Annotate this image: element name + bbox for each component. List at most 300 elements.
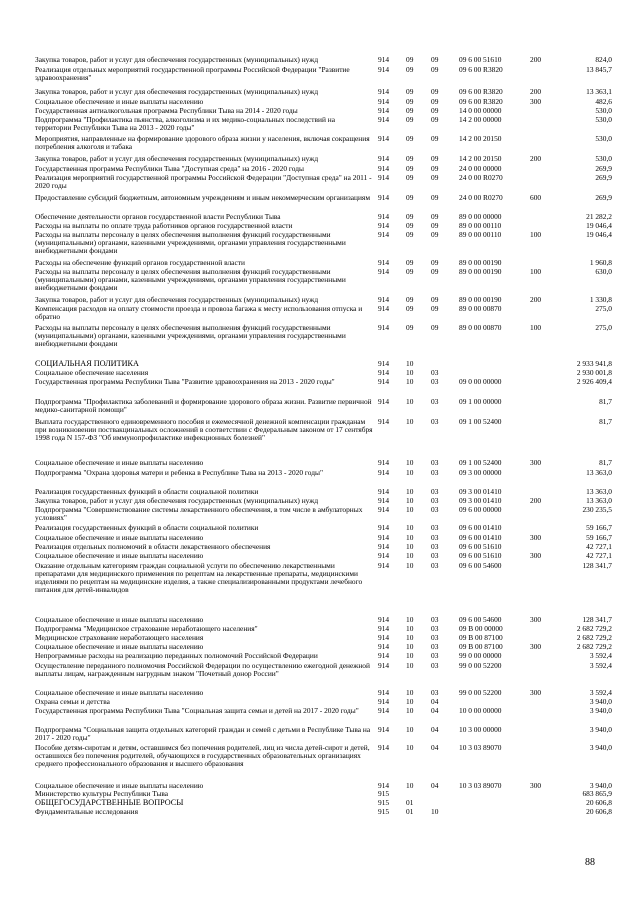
cell-rz: 10 bbox=[406, 377, 414, 386]
cell-sum: 3 592,4 bbox=[589, 651, 612, 660]
cell-cs: 89 0 00 00110 bbox=[459, 221, 502, 230]
cell-pr: 09 bbox=[431, 230, 439, 239]
cell-rz: 09 bbox=[406, 65, 414, 74]
cell-cs: 09 6 00 54600 bbox=[459, 615, 502, 624]
cell-rz: 10 bbox=[406, 397, 414, 406]
cell-rz: 10 bbox=[406, 468, 414, 477]
cell-rz: 09 bbox=[406, 115, 414, 124]
cell-sum: 3 940,0 bbox=[589, 725, 612, 734]
cell-rz: 09 bbox=[406, 221, 414, 230]
cell-vr: 200 bbox=[530, 55, 542, 64]
cell-pr: 04 bbox=[431, 697, 439, 706]
cell-adm: 914 bbox=[378, 134, 390, 143]
cell-name: Расходы на обеспечение функций органов государственной власти bbox=[35, 258, 245, 267]
cell-sum: 3 592,4 bbox=[589, 688, 612, 697]
cell-adm: 914 bbox=[378, 688, 390, 697]
cell-rz: 01 bbox=[406, 798, 414, 807]
cell-cs: 14 2 00 20150 bbox=[459, 154, 502, 163]
cell-pr: 03 bbox=[431, 551, 439, 560]
cell-name: Выплата государственного единовременного пособия и ежемесячной денежной компенсации гражданам при возникновении поствакцинальных осложнений в соответствии с Федеральным законом от 17 сентября 1998 года N 157-ФЗ "Об иммунопрофилактике инфекционных болезней" bbox=[35, 417, 373, 443]
cell-rz: 10 bbox=[406, 542, 414, 551]
cell-pr: 09 bbox=[431, 164, 439, 173]
cell-pr: 09 bbox=[431, 154, 439, 163]
cell-name: Социальное обеспечение и иные выплаты населению bbox=[35, 458, 204, 467]
cell-sum: 824,0 bbox=[595, 55, 612, 64]
cell-name: Подпрограмма "Охрана здоровья матери и ребенка в Республике Тыва на 2013 - 2020 годы" bbox=[35, 468, 323, 477]
cell-pr: 04 bbox=[431, 725, 439, 734]
cell-sum: 13 363,0 bbox=[586, 487, 612, 496]
cell-cs: 99 0 00 52200 bbox=[459, 661, 502, 670]
cell-sum: 275,0 bbox=[595, 323, 612, 332]
cell-cs: 09 6 00 51610 bbox=[459, 55, 502, 64]
cell-name: Расходы на выплаты персоналу в целях обеспечения выполнения функций государственными (муниципальными) органами, казенными учреждениями, органами управления государственными внебюджетными фондами bbox=[35, 230, 346, 256]
cell-name: Фундаментальные исследования bbox=[35, 807, 139, 816]
cell-rz: 10 bbox=[406, 458, 414, 467]
cell-sum: 683 865,9 bbox=[582, 789, 612, 798]
cell-pr: 03 bbox=[431, 368, 439, 377]
cell-pr: 09 bbox=[431, 212, 439, 221]
cell-cs: 89 0 00 00190 bbox=[459, 258, 502, 267]
cell-rz: 09 bbox=[406, 212, 414, 221]
cell-adm: 914 bbox=[378, 164, 390, 173]
cell-adm: 914 bbox=[378, 212, 390, 221]
cell-cs: 09 6 00 01410 bbox=[459, 533, 502, 542]
cell-cs: 09 0 00 00000 bbox=[459, 377, 502, 386]
cell-sum: 3 592,4 bbox=[589, 661, 612, 670]
cell-pr: 09 bbox=[431, 55, 439, 64]
cell-sum: 269,9 bbox=[595, 164, 612, 173]
cell-adm: 914 bbox=[378, 542, 390, 551]
cell-pr: 04 bbox=[431, 781, 439, 790]
cell-rz: 10 bbox=[406, 496, 414, 505]
cell-rz: 09 bbox=[406, 267, 414, 276]
cell-rz: 10 bbox=[406, 688, 414, 697]
cell-vr: 100 bbox=[530, 230, 542, 239]
cell-name: Реализация мероприятий государственной программы Российской Федерации "Доступная среда" на 2011 - 2020 годы bbox=[35, 173, 372, 191]
cell-sum: 19 046,4 bbox=[586, 221, 612, 230]
cell-adm: 914 bbox=[378, 458, 390, 467]
cell-sum: 630,0 bbox=[595, 267, 612, 276]
cell-rz: 09 bbox=[406, 134, 414, 143]
cell-sum: 59 166,7 bbox=[586, 533, 612, 542]
cell-cs: 09 6 00 R3820 bbox=[459, 87, 503, 96]
cell-rz: 09 bbox=[406, 230, 414, 239]
cell-name: Реализация государственных функций в области социальной политики bbox=[35, 523, 259, 532]
cell-sum: 13 363,0 bbox=[586, 496, 612, 505]
cell-rz: 10 bbox=[406, 781, 414, 790]
cell-rz: 10 bbox=[406, 651, 414, 660]
cell-adm: 914 bbox=[378, 106, 390, 115]
cell-rz: 09 bbox=[406, 164, 414, 173]
cell-rz: 10 bbox=[406, 487, 414, 496]
cell-cs: 09 6 00 01410 bbox=[459, 523, 502, 532]
cell-sum: 81,7 bbox=[599, 458, 612, 467]
cell-adm: 914 bbox=[378, 377, 390, 386]
cell-name: Социальное обеспечение и иные выплаты населению bbox=[35, 688, 204, 697]
cell-pr: 04 bbox=[431, 706, 439, 715]
cell-name: Оказание отдельным категориям граждан социальной услуги по обеспечению лекарственными препаратами для медицинского применения по рецептам на лекарственные препараты, медицинскими изделиями по рецептам на медицинские изделия, а также специализированными продуктами лечебного питания для детей-инвалидов bbox=[35, 561, 363, 595]
cell-cs: 24 0 00 R0270 bbox=[459, 193, 503, 202]
cell-vr: 300 bbox=[530, 781, 542, 790]
cell-name: Медицинское страхование неработающего населения bbox=[35, 633, 204, 642]
cell-rz: 09 bbox=[406, 154, 414, 163]
cell-rz: 09 bbox=[406, 193, 414, 202]
cell-sum: 1 330,8 bbox=[589, 295, 612, 304]
cell-rz: 10 bbox=[406, 697, 414, 706]
cell-pr: 09 bbox=[431, 97, 439, 106]
cell-pr: 09 bbox=[431, 304, 439, 313]
cell-sum: 20 606,8 bbox=[586, 807, 612, 816]
cell-sum: 20 606,8 bbox=[586, 798, 612, 807]
cell-rz: 10 bbox=[406, 368, 414, 377]
cell-pr: 03 bbox=[431, 661, 439, 670]
cell-adm: 914 bbox=[378, 642, 390, 651]
cell-name: Осуществление переданного полномочия Российской Федерации по осуществлению ежегодной денежной выплаты лицам, награжденным нагрудным знаком "Почетный донор России" bbox=[35, 661, 370, 679]
cell-name: Государственная программа Республики Тыва "Развитие здравоохранения на 2013 - 2020 годы" bbox=[35, 377, 335, 386]
cell-name: Закупка товаров, работ и услуг для обеспечения государственных (муниципальных) нужд bbox=[35, 154, 319, 163]
cell-rz: 01 bbox=[406, 807, 414, 816]
cell-sum: 269,9 bbox=[595, 173, 612, 182]
cell-pr: 09 bbox=[431, 106, 439, 115]
cell-pr: 09 bbox=[431, 258, 439, 267]
cell-sum: 269,9 bbox=[595, 193, 612, 202]
cell-adm: 914 bbox=[378, 697, 390, 706]
cell-rz: 10 bbox=[406, 661, 414, 670]
cell-adm: 914 bbox=[378, 304, 390, 313]
cell-sum: 3 940,0 bbox=[589, 781, 612, 790]
cell-pr: 03 bbox=[431, 561, 439, 570]
cell-vr: 300 bbox=[530, 688, 542, 697]
cell-rz: 10 bbox=[406, 706, 414, 715]
cell-adm: 914 bbox=[378, 633, 390, 642]
cell-adm: 914 bbox=[378, 417, 390, 426]
cell-rz: 10 bbox=[406, 523, 414, 532]
cell-sum: 530,0 bbox=[595, 154, 612, 163]
cell-adm: 914 bbox=[378, 725, 390, 734]
cell-rz: 09 bbox=[406, 295, 414, 304]
cell-name: Расходы на выплаты по оплате труда работников органов государственной власти bbox=[35, 221, 293, 230]
cell-adm: 914 bbox=[378, 781, 390, 790]
cell-sum: 19 046,4 bbox=[586, 230, 612, 239]
cell-rz: 09 bbox=[406, 258, 414, 267]
cell-name: Министерство культуры Республики Тыва bbox=[35, 789, 169, 798]
cell-sum: 2 682 729,2 bbox=[576, 633, 612, 642]
cell-sum: 2 682 729,2 bbox=[576, 624, 612, 633]
cell-sum: 13 363,1 bbox=[586, 87, 612, 96]
cell-pr: 03 bbox=[431, 496, 439, 505]
cell-adm: 915 bbox=[378, 789, 390, 798]
cell-sum: 13 845,7 bbox=[586, 65, 612, 74]
cell-name: Непрограммные расходы на реализацию переданных полномочий Российской Федерации bbox=[35, 651, 318, 660]
cell-adm: 914 bbox=[378, 258, 390, 267]
cell-adm: 914 bbox=[378, 523, 390, 532]
cell-pr: 10 bbox=[431, 807, 439, 816]
cell-cs: 09 3 00 01410 bbox=[459, 496, 502, 505]
cell-name: Предоставление субсидий бюджетным, автономным учреждениям и иным некоммерческим организациям bbox=[35, 193, 371, 202]
cell-name: Пособие детям-сиротам и детям, оставшимся без попечения родителей, лиц из числа детей-сирот и детей, оставшихся без попечения родителей, обучающихся в государственных образовательных организациях среднего профессионального образования и высшего образования bbox=[35, 743, 370, 769]
cell-name: Социальное обеспечение и иные выплаты населению bbox=[35, 551, 204, 560]
cell-adm: 914 bbox=[378, 97, 390, 106]
cell-name: Компенсация расходов на оплату стоимости проезда и провоза багажа к месту использования отпуска и обратно bbox=[35, 304, 363, 322]
cell-pr: 03 bbox=[431, 542, 439, 551]
cell-pr: 09 bbox=[431, 115, 439, 124]
cell-cs: 14 0 00 00000 bbox=[459, 106, 502, 115]
cell-name: Подпрограмма "Медицинское страхование неработающего населения" bbox=[35, 624, 258, 633]
cell-rz: 10 bbox=[406, 551, 414, 560]
cell-pr: 03 bbox=[431, 487, 439, 496]
cell-vr: 300 bbox=[530, 642, 542, 651]
cell-rz: 10 bbox=[406, 624, 414, 633]
cell-sum: 128 341,7 bbox=[582, 561, 612, 570]
cell-sum: 42 727,1 bbox=[586, 542, 612, 551]
cell-adm: 914 bbox=[378, 154, 390, 163]
cell-name: Мероприятия, направленные на формирование здорового образа жизни у населения, включая сокращения потребления алкоголя и табака bbox=[35, 134, 370, 152]
cell-pr: 03 bbox=[431, 468, 439, 477]
cell-pr: 03 bbox=[431, 417, 439, 426]
cell-cs: 24 0 00 00000 bbox=[459, 164, 502, 173]
cell-sum: 42 727,1 bbox=[586, 551, 612, 560]
cell-name: Социальное обеспечение и иные выплаты населению bbox=[35, 615, 204, 624]
cell-cs: 09 1 00 00000 bbox=[459, 397, 502, 406]
cell-name: Закупка товаров, работ и услуг для обеспечения государственных (муниципальных) нужд bbox=[35, 87, 319, 96]
cell-adm: 914 bbox=[378, 468, 390, 477]
cell-adm: 914 bbox=[378, 221, 390, 230]
cell-pr: 09 bbox=[431, 267, 439, 276]
cell-name: Закупка товаров, работ и услуг для обеспечения государственных (муниципальных) нужд bbox=[35, 496, 319, 505]
cell-rz: 10 bbox=[406, 359, 414, 368]
cell-cs: 09 6 00 51610 bbox=[459, 542, 502, 551]
cell-cs: 99 0 00 00000 bbox=[459, 651, 502, 660]
cell-pr: 03 bbox=[431, 651, 439, 660]
cell-sum: 81,7 bbox=[599, 397, 612, 406]
cell-cs: 09 6 00 00000 bbox=[459, 505, 502, 514]
cell-rz: 10 bbox=[406, 505, 414, 514]
cell-cs: 10 3 03 89070 bbox=[459, 743, 502, 752]
cell-pr: 03 bbox=[431, 642, 439, 651]
cell-name: ОБЩЕГОСУДАРСТВЕННЫЕ ВОПРОСЫ bbox=[35, 798, 184, 807]
cell-adm: 914 bbox=[378, 496, 390, 505]
cell-pr: 09 bbox=[431, 173, 439, 182]
cell-rz: 10 bbox=[406, 642, 414, 651]
cell-name: Социальное обеспечение населения bbox=[35, 368, 149, 377]
cell-adm: 914 bbox=[378, 267, 390, 276]
cell-sum: 230 235,5 bbox=[582, 505, 612, 514]
cell-sum: 59 166,7 bbox=[586, 523, 612, 532]
cell-name: Государственная антиалкогольная программа Республики Тыва на 2014 - 2020 годы bbox=[35, 106, 298, 115]
cell-rz: 10 bbox=[406, 615, 414, 624]
cell-pr: 09 bbox=[431, 323, 439, 332]
cell-cs: 09 1 00 52400 bbox=[459, 417, 502, 426]
cell-adm: 914 bbox=[378, 505, 390, 514]
cell-name: Реализация отдельных полномочий в области лекарственного обеспечения bbox=[35, 542, 271, 551]
cell-sum: 81,7 bbox=[599, 417, 612, 426]
page-number: 88 bbox=[585, 857, 595, 868]
cell-adm: 914 bbox=[378, 533, 390, 542]
cell-pr: 03 bbox=[431, 397, 439, 406]
cell-name: СОЦИАЛЬНАЯ ПОЛИТИКА bbox=[35, 359, 139, 368]
cell-adm: 914 bbox=[378, 193, 390, 202]
cell-name: Расходы на выплаты персоналу в целях обеспечения выполнения функций государственными (муниципальными) органами, казенными учреждениями, органами управления государственными внебюджетными фондами bbox=[35, 267, 346, 293]
cell-pr: 03 bbox=[431, 377, 439, 386]
cell-adm: 914 bbox=[378, 615, 390, 624]
cell-sum: 275,0 bbox=[595, 304, 612, 313]
cell-sum: 13 363,0 bbox=[586, 468, 612, 477]
cell-vr: 600 bbox=[530, 193, 542, 202]
cell-rz: 10 bbox=[406, 743, 414, 752]
cell-sum: 2 933 941,8 bbox=[576, 359, 612, 368]
cell-pr: 09 bbox=[431, 221, 439, 230]
cell-cs: 09 6 00 51610 bbox=[459, 551, 502, 560]
cell-pr: 04 bbox=[431, 743, 439, 752]
cell-adm: 914 bbox=[378, 743, 390, 752]
cell-cs: 99 0 00 52200 bbox=[459, 688, 502, 697]
cell-cs: 09 3 00 00000 bbox=[459, 468, 502, 477]
cell-adm: 914 bbox=[378, 115, 390, 124]
cell-rz: 10 bbox=[406, 633, 414, 642]
cell-name: Расходы на выплаты персоналу в целях обеспечения выполнения функций государственными (муниципальными) органами, казенными учреждениями, органами управления государственными внебюджетными фондами bbox=[35, 323, 346, 349]
cell-adm: 914 bbox=[378, 706, 390, 715]
cell-adm: 914 bbox=[378, 65, 390, 74]
cell-cs: 09 1 00 52400 bbox=[459, 458, 502, 467]
cell-sum: 128 341,7 bbox=[582, 615, 612, 624]
cell-adm: 914 bbox=[378, 230, 390, 239]
cell-name: Подпрограмма "Профилактика заболеваний и формирование здорового образа жизни. Развитие первичной медико-санитарной помощи" bbox=[35, 397, 372, 415]
cell-adm: 914 bbox=[378, 624, 390, 633]
cell-vr: 200 bbox=[530, 87, 542, 96]
cell-pr: 03 bbox=[431, 505, 439, 514]
cell-vr: 300 bbox=[530, 458, 542, 467]
cell-name: Реализация отдельных мероприятий государственной программы Российской Федерации "Развитие здравоохранения" bbox=[35, 65, 350, 83]
cell-rz: 09 bbox=[406, 87, 414, 96]
cell-sum: 530,0 bbox=[595, 115, 612, 124]
cell-sum: 3 940,0 bbox=[589, 743, 612, 752]
cell-name: Закупка товаров, работ и услуг для обеспечения государственных (муниципальных) нужд bbox=[35, 55, 319, 64]
cell-name: Закупка товаров, работ и услуг для обеспечения государственных (муниципальных) нужд bbox=[35, 295, 319, 304]
cell-pr: 03 bbox=[431, 523, 439, 532]
cell-pr: 03 bbox=[431, 633, 439, 642]
cell-pr: 03 bbox=[431, 458, 439, 467]
cell-cs: 14 2 00 20150 bbox=[459, 134, 502, 143]
cell-rz: 10 bbox=[406, 561, 414, 570]
cell-rz: 10 bbox=[406, 725, 414, 734]
cell-sum: 2 682 729,2 bbox=[576, 642, 612, 651]
cell-sum: 530,0 bbox=[595, 106, 612, 115]
cell-cs: 89 0 00 00110 bbox=[459, 230, 502, 239]
cell-cs: 10 3 00 00000 bbox=[459, 725, 502, 734]
cell-sum: 482,6 bbox=[595, 97, 612, 106]
cell-sum: 530,0 bbox=[595, 134, 612, 143]
cell-sum: 3 940,0 bbox=[589, 697, 612, 706]
cell-rz: 09 bbox=[406, 55, 414, 64]
cell-cs: 89 0 00 00870 bbox=[459, 304, 502, 313]
cell-vr: 100 bbox=[530, 267, 542, 276]
cell-cs: 09 В 00 87100 bbox=[459, 633, 503, 642]
cell-vr: 300 bbox=[530, 533, 542, 542]
cell-pr: 03 bbox=[431, 624, 439, 633]
cell-pr: 09 bbox=[431, 193, 439, 202]
cell-sum: 2 926 409,4 bbox=[576, 377, 612, 386]
cell-adm: 914 bbox=[378, 651, 390, 660]
cell-cs: 89 0 00 00190 bbox=[459, 267, 502, 276]
cell-sum: 1 960,8 bbox=[589, 258, 612, 267]
cell-adm: 914 bbox=[378, 397, 390, 406]
cell-name: Государственная программа Республики Тыва "Социальная защита семьи и детей на 2017 - 2020 годы" bbox=[35, 706, 359, 715]
cell-cs: 89 0 00 00190 bbox=[459, 295, 502, 304]
cell-name: Реализация государственных функций в области социальной политики bbox=[35, 487, 259, 496]
cell-pr: 09 bbox=[431, 295, 439, 304]
cell-cs: 09 3 00 01410 bbox=[459, 487, 502, 496]
cell-cs: 09 6 00 54600 bbox=[459, 561, 502, 570]
cell-adm: 915 bbox=[378, 807, 390, 816]
cell-name: Подпрограмма "Социальная защита отдельных категорий граждан и семей с детьми в Республике Тыва на 2017 - 2020 годы" bbox=[35, 725, 371, 743]
cell-vr: 300 bbox=[530, 551, 542, 560]
cell-pr: 09 bbox=[431, 65, 439, 74]
cell-name: Социальное обеспечение и иные выплаты населению bbox=[35, 533, 204, 542]
cell-name: Государственная программа Республики Тыва "Доступная среда" на 2016 - 2020 годы bbox=[35, 164, 304, 173]
cell-adm: 914 bbox=[378, 368, 390, 377]
cell-vr: 200 bbox=[530, 496, 542, 505]
cell-name: Социальное обеспечение и иные выплаты населению bbox=[35, 781, 204, 790]
cell-pr: 03 bbox=[431, 533, 439, 542]
cell-name: Обеспечение деятельности органов государственной власти Республики Тыва bbox=[35, 212, 281, 221]
cell-cs: 09 6 00 R3820 bbox=[459, 65, 503, 74]
cell-cs: 10 0 00 00000 bbox=[459, 706, 502, 715]
cell-adm: 914 bbox=[378, 173, 390, 182]
cell-cs: 89 0 00 00000 bbox=[459, 212, 502, 221]
cell-name: Социальное обеспечение и иные выплаты населению bbox=[35, 642, 204, 651]
cell-adm: 914 bbox=[378, 359, 390, 368]
cell-adm: 915 bbox=[378, 798, 390, 807]
cell-vr: 300 bbox=[530, 97, 542, 106]
cell-name: Подпрограмма "Профилактика пьянства, алкоголизма и их медико-социальных последствий на территории Республики Тыва на 2013 - 2020 годы" bbox=[35, 115, 336, 133]
cell-vr: 200 bbox=[530, 154, 542, 163]
cell-pr: 09 bbox=[431, 134, 439, 143]
cell-adm: 914 bbox=[378, 295, 390, 304]
cell-name: Социальное обеспечение и иные выплаты населению bbox=[35, 97, 204, 106]
cell-pr: 09 bbox=[431, 87, 439, 96]
cell-adm: 914 bbox=[378, 487, 390, 496]
cell-cs: 89 0 00 00870 bbox=[459, 323, 502, 332]
cell-sum: 21 282,2 bbox=[586, 212, 612, 221]
cell-pr: 03 bbox=[431, 615, 439, 624]
cell-cs: 09 6 00 R3820 bbox=[459, 97, 503, 106]
cell-cs: 09 В 00 87100 bbox=[459, 642, 503, 651]
cell-rz: 10 bbox=[406, 417, 414, 426]
cell-cs: 24 0 00 R0270 bbox=[459, 173, 503, 182]
cell-sum: 3 940,0 bbox=[589, 706, 612, 715]
cell-vr: 200 bbox=[530, 295, 542, 304]
cell-cs: 14 2 00 00000 bbox=[459, 115, 502, 124]
cell-rz: 09 bbox=[406, 97, 414, 106]
cell-cs: 10 3 03 89070 bbox=[459, 781, 502, 790]
cell-adm: 914 bbox=[378, 55, 390, 64]
cell-vr: 100 bbox=[530, 323, 542, 332]
cell-adm: 914 bbox=[378, 323, 390, 332]
cell-adm: 914 bbox=[378, 561, 390, 570]
cell-adm: 914 bbox=[378, 87, 390, 96]
cell-rz: 09 bbox=[406, 106, 414, 115]
cell-rz: 10 bbox=[406, 533, 414, 542]
cell-cs: 09 В 00 00000 bbox=[459, 624, 503, 633]
cell-rz: 09 bbox=[406, 323, 414, 332]
cell-name: Подпрограмма "Совершенствование системы лекарственного обеспечения, в том числе в амбулаторных условиях" bbox=[35, 505, 363, 523]
cell-sum: 2 930 001,8 bbox=[576, 368, 612, 377]
cell-rz: 09 bbox=[406, 173, 414, 182]
cell-pr: 03 bbox=[431, 688, 439, 697]
cell-adm: 914 bbox=[378, 551, 390, 560]
cell-name: Охрана семьи и детства bbox=[35, 697, 110, 706]
cell-rz: 09 bbox=[406, 304, 414, 313]
